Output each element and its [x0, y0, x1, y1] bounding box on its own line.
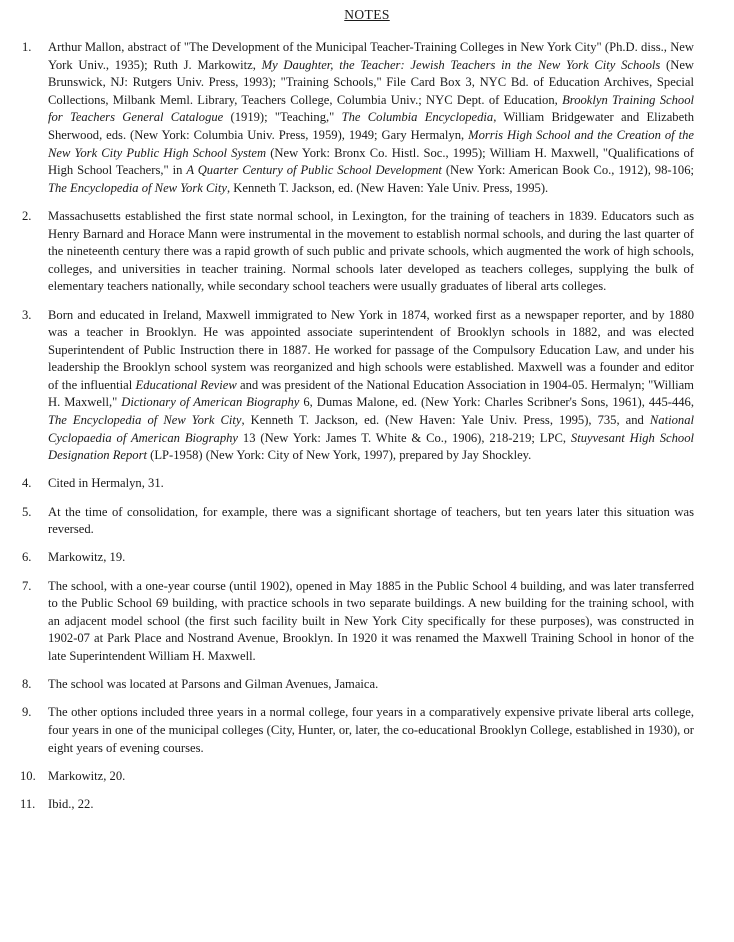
footnote-text-segment: The other options included three years in a normal college, four years in a comparatively expensive private liberal arts college, four years in one of the municipal colleges (City, Hunter, or, later, the co-educational Brooklyn College, established in 1930), or eight years of evening courses.	[48, 705, 694, 755]
footnote-title-italic: The Columbia Encyclopedia	[341, 110, 494, 125]
footnote-number: 5.	[22, 504, 32, 519]
footnote-number: 10.	[20, 768, 36, 783]
footnote-text	[48, 705, 694, 754]
footnote-text-segment: (LP-1958) (New York: City of New York, 1997), prepared by Jay Shockley.	[147, 448, 532, 463]
footnote-text	[48, 550, 125, 564]
footnote-text	[48, 677, 378, 691]
footnote-text-segment: Massachusetts established the first state normal school, in Lexington, for the training of teachers in 1839. Educators such as Henry Barnard and Horace Mann were instrumental in the movement to establish normal schools, and during the last quarter of the nineteenth century there was a rapid growth of such public and private schools, which augmented the work of high schools, colleges, and universities in teacher training. Normal schools later developed as teachers colleges, supplying the bulk of elementary teachers nationally, while secondary school teachers were usually graduates of liberal arts colleges.	[48, 208, 694, 294]
footnote-text-segment: Cited in Hermalyn, 31.	[48, 476, 164, 491]
footnote-title-italic: The Encyclopedia of New York City	[48, 413, 242, 428]
footnote-text-segment: Markowitz, 20.	[48, 768, 126, 783]
footnote-number: 4.	[22, 476, 32, 491]
footnote-text-segment: At the time of consolidation, for example, there was a significant shortage of teachers, but ten years later this situation was reversed.	[48, 504, 694, 537]
footnote-item	[22, 796, 694, 814]
footnote-title-italic: Educational Review	[135, 377, 237, 392]
footnote-text	[48, 579, 694, 663]
footnote-text	[48, 769, 125, 783]
footnote-item	[22, 307, 694, 465]
footnote-number: 11.	[20, 796, 36, 811]
footnote-text-segment: Born and educated in Ireland, Maxwell immigrated to New York in 1874, worked first as a newspaper reporter, and by 1880 was a teacher in Brooklyn. He was appointed associate superintendent of Brooklyn schools in 1882, and was elected Superintendent of Public Instruction there in 1887. He worked for passage of the Compulsory Education Law, and under his leadership the Brooklyn school system was reorganized and high schools were established. Maxwell was a founder and editor of the influential	[48, 307, 694, 392]
footnote-text-segment: , Kenneth T. Jackson, ed. (New Haven: Yale Univ. Press, 1995).	[226, 180, 549, 195]
footnote-title-italic: A Quarter Century of Public School Development	[186, 163, 442, 178]
footnote-text-segment: and was president of the National Education Association in 1904-05. Hermalyn; "William H. Maxwell,"	[48, 377, 694, 410]
footnote-text	[48, 308, 694, 463]
footnote-item	[22, 475, 694, 493]
footnote-text-segment: (New Brunswick, NJ: Rutgers Univ. Press, 1993); "Training Schools," File Card Box 3, NYC Bd. of Education Archives, Special Collections, Milbank Meml. Library, Teachers College, Columbia Univ.; NYC Dept. of Education,	[48, 57, 695, 107]
footnote-text	[48, 505, 694, 537]
footnote-number: 3.	[22, 307, 32, 322]
footnote-text-segment: (New York: Bronx Co. Histl. Soc., 1995); William H. Maxwell, "Qualifications of High School Teachers," in	[48, 145, 694, 178]
footnote-item	[22, 578, 694, 666]
footnote-text-segment: Markowitz, 19.	[48, 550, 126, 565]
footnote-text	[48, 40, 694, 195]
footnote-title-italic: My Daughter, the Teacher: Jewish Teachers in the New York City Schools	[261, 57, 661, 72]
footnote-title-italic: National Cyclopaedia of American Biography	[48, 413, 694, 445]
footnote-text-segment: (New York: American Book Co., 1912), 98-106;	[441, 163, 694, 178]
footnote-title-italic: Stuyvesant High School Designation Report	[48, 430, 694, 463]
footnote-text-segment: 13 (New York: James T. White & Co., 1906), 218-219; LPC,	[238, 430, 571, 445]
footnote-number: 2.	[22, 208, 32, 223]
footnote-text-segment: , Kenneth T. Jackson, ed. (New Haven: Yale Univ. Press, 1995), 735, and	[241, 413, 650, 428]
footnote-title-italic: Brooklyn Training School for Teachers General Catalogue	[48, 92, 694, 125]
footnote-title-italic: Morris High School and the Creation of the New York City Public High School System	[48, 127, 694, 160]
footnote-item	[22, 676, 694, 694]
footnote-number: 9.	[22, 705, 32, 720]
footnote-text	[48, 476, 164, 490]
footnote-title-italic: Dictionary of American Biography	[121, 395, 300, 410]
footnote-item	[22, 549, 694, 567]
footnote-number: 8.	[22, 677, 32, 692]
page-title: NOTES	[344, 7, 390, 22]
footnote-title-italic: The Encyclopedia of New York City	[48, 180, 227, 195]
footnote-text-segment: 6, Dumas Malone, ed. (New York: Charles Scribner's Sons, 1961), 445-446,	[299, 395, 694, 410]
footnote-item	[22, 504, 694, 539]
footnote-number: 6.	[22, 550, 32, 565]
footnote-number: 7.	[22, 578, 32, 593]
footnote-text-segment: (1919); "Teaching,"	[223, 110, 342, 125]
footnote-number: 1.	[22, 40, 32, 54]
footnote-text	[48, 797, 93, 811]
footnote-item	[22, 39, 694, 197]
footnote-text-segment: Ibid., 22.	[48, 796, 94, 811]
footnote-item	[22, 768, 694, 786]
footnote-text-segment: , William Bridgewater and Elizabeth Sherwood, eds. (New York: Columbia Univ. Press, 1959), 1949; Gary Hermalyn,	[48, 110, 694, 142]
footnote-text	[48, 209, 694, 293]
footnote-text-segment: The school, with a one-year course (until 1902), opened in May 1885 in the Public School 4 building, and was later transferred to the Public School 69 building, with practice schools in two separate buildings. A new building for the training school, with an adjacent model school (the first such facility built in New York City specifically for these purposes), was constructed in 1902-07 at Park Place and Nostrand Avenue, Brooklyn. In 1920 it was renamed the Maxwell Training School in honor of the late Superintendent William H. Maxwell.	[48, 578, 694, 663]
footnote-text-segment: Arthur Mallon, abstract of "The Development of the Municipal Teacher-Training Colleges in New York City" (Ph.D. diss., New York Univ., 1935); Ruth J. Markowitz,	[48, 40, 694, 72]
footnote-text-segment: The school was located at Parsons and Gilman Avenues, Jamaica.	[48, 677, 379, 692]
notes-list	[22, 39, 694, 824]
footnote-item	[22, 704, 694, 757]
footnote-item	[22, 208, 694, 296]
